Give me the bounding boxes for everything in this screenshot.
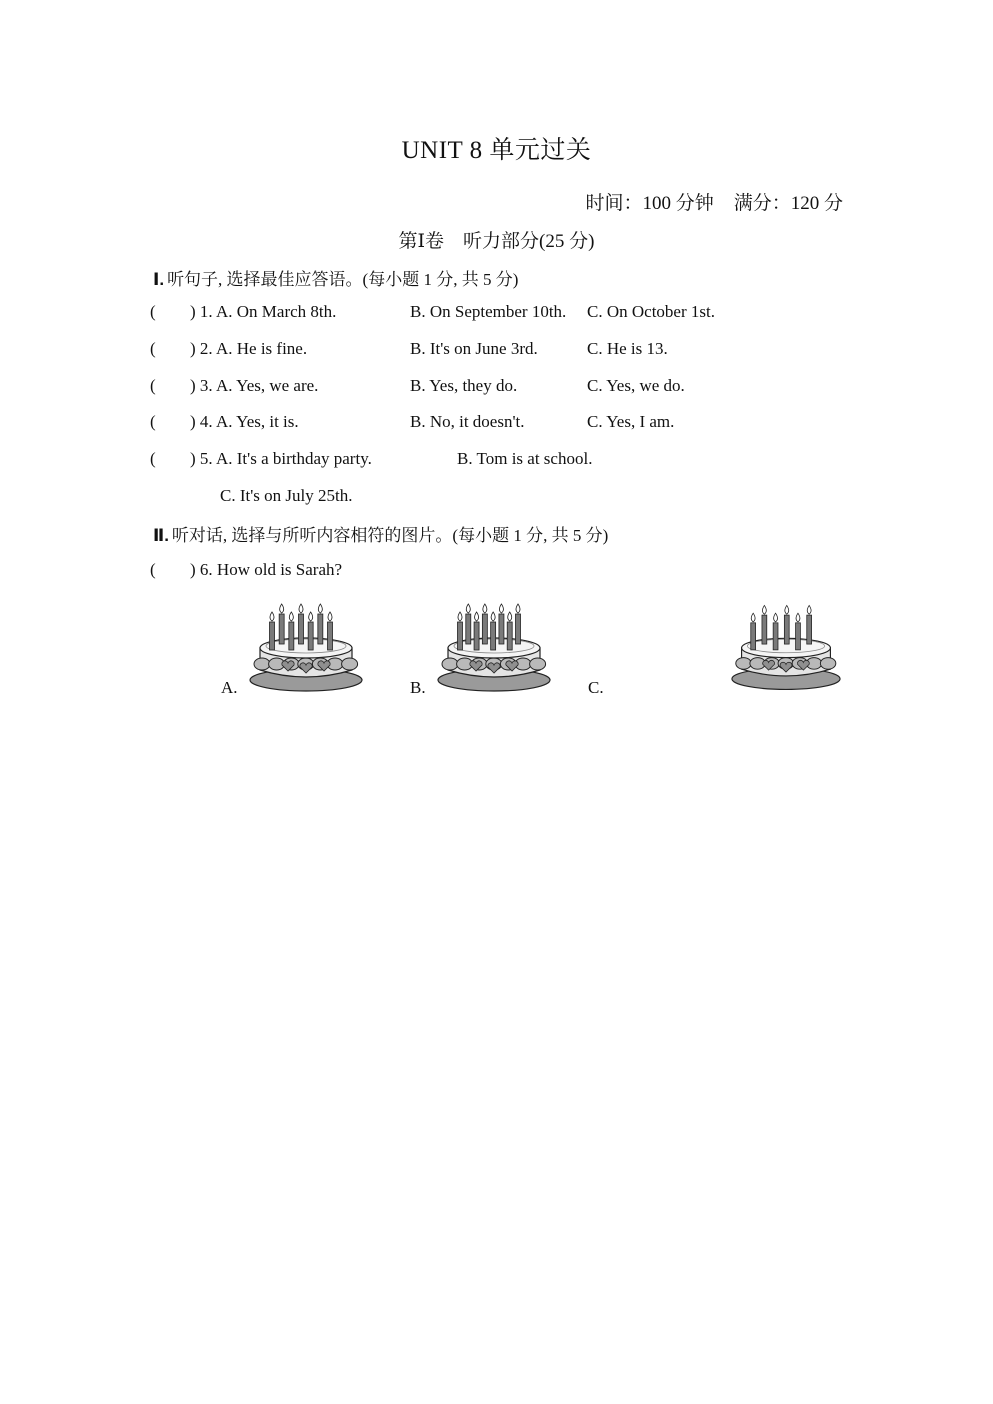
- option-b: B. Yes, they do.: [410, 376, 518, 395]
- candle: [458, 612, 463, 650]
- option-b: B. Tom is at school.: [457, 449, 593, 468]
- answer-bracket-open[interactable]: (: [150, 560, 156, 579]
- option-b: B. On September 10th.: [410, 302, 567, 321]
- candle: [807, 605, 812, 644]
- question-2: [150, 339, 850, 363]
- candle: [279, 604, 284, 644]
- candle: [318, 604, 323, 644]
- exam-meta: [585, 188, 843, 215]
- cake-option-a-image[interactable]: [248, 598, 364, 694]
- question-4: [150, 412, 850, 436]
- candle: [328, 612, 333, 650]
- part1-heading: [153, 265, 518, 290]
- answer-bracket-open[interactable]: (: [150, 302, 156, 321]
- answer-bracket-open[interactable]: (: [150, 449, 156, 468]
- part1-numeral: Ⅰ.: [153, 270, 165, 289]
- candle: [507, 612, 512, 650]
- question-stem-option-a: ) 2. A. He is fine.: [190, 339, 308, 358]
- page-title: UNIT 8 单元过关: [401, 137, 592, 164]
- option-c: C. Yes, we do.: [587, 376, 685, 395]
- question-stem-option-a: ) 5. A. It's a birthday party.: [190, 449, 372, 468]
- option-c: C. Yes, I am.: [587, 412, 675, 431]
- candle: [516, 604, 521, 644]
- question-3: [150, 376, 850, 400]
- candle: [466, 604, 471, 644]
- candle: [299, 604, 304, 644]
- option-b: B. No, it doesn't.: [410, 412, 525, 431]
- option-b: B. It's on June 3rd.: [410, 339, 538, 358]
- candle: [491, 612, 496, 650]
- cake-option-b-image[interactable]: [436, 598, 552, 694]
- cake-candles: [270, 604, 333, 650]
- answer-bracket-open[interactable]: (: [150, 412, 156, 431]
- candle: [482, 604, 487, 644]
- question-5: [150, 449, 850, 509]
- question-stem-option-a: ) 3. A. Yes, we are.: [190, 376, 319, 395]
- exam-full-score: 满分：120 分: [733, 193, 843, 214]
- candle: [308, 612, 313, 650]
- exam-time: 时间：100 分钟: [585, 193, 714, 214]
- part2-heading: [153, 521, 608, 546]
- candle: [796, 613, 801, 650]
- candle: [270, 612, 275, 650]
- question-1: [150, 302, 850, 326]
- candle: [289, 612, 294, 650]
- question-6: [150, 560, 850, 584]
- option-c-label: C.: [588, 678, 604, 697]
- answer-bracket-open[interactable]: (: [150, 376, 156, 395]
- option-c: C. He is 13.: [587, 339, 668, 358]
- part2-numeral: Ⅱ.: [153, 526, 169, 545]
- cake-option-c-image[interactable]: [730, 598, 842, 694]
- option-c: C. It's on July 25th.: [220, 486, 353, 505]
- option-c: C. On October 1st.: [587, 302, 715, 321]
- part1-instruction: 听句子, 选择最佳应答语。(每小题 1 分, 共 5 分): [167, 270, 519, 289]
- candle: [762, 605, 767, 644]
- option-b-label: B.: [410, 678, 426, 697]
- section-heading: 第Ⅰ卷 听力部分(25 分): [398, 231, 595, 252]
- answer-bracket-open[interactable]: (: [150, 339, 156, 358]
- candle: [773, 613, 778, 650]
- question-stem-option-a: ) 4. A. Yes, it is.: [190, 412, 299, 431]
- candle: [784, 605, 789, 644]
- option-a-label: A.: [221, 678, 238, 697]
- question-stem-option-a: ) 1. A. On March 8th.: [190, 302, 337, 321]
- question-stem: ) 6. How old is Sarah?: [190, 560, 343, 579]
- candle: [474, 612, 479, 650]
- candle: [751, 613, 756, 650]
- candle: [499, 604, 504, 644]
- part2-instruction: 听对话, 选择与所听内容相符的图片。(每小题 1 分, 共 5 分): [171, 526, 609, 545]
